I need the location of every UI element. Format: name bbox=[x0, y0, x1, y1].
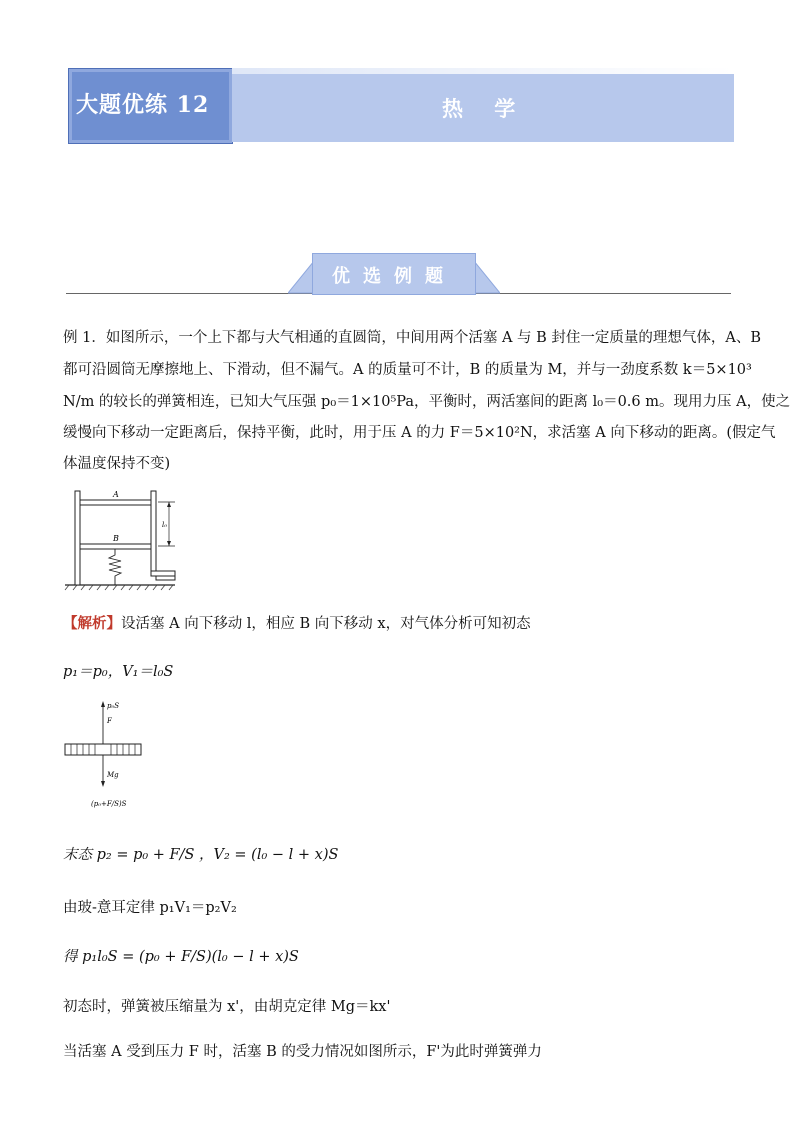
spring-pressed: 当活塞 A 受到压力 F 时，活塞 B 的受力情况如图所示，F'为此时弹簧弹力 bbox=[63, 1044, 542, 1060]
result-equation: 得 p₁l₀S = (p₀ + F/S)(l₀ − l + x)S bbox=[63, 949, 299, 965]
label-b: B bbox=[113, 534, 119, 543]
problem-line-3: N/m 的较长的弹簧相连，已知大气压强 p₀＝1×10⁵Pa，平衡时，两活塞间的距离 l₀＝0.6 m。现用力压 A，使之 bbox=[63, 394, 791, 410]
problem-line-1: 例 1．如图所示，一个上下都与大气相通的直圆筒，中间用两个活塞 A 与 B 封住一定质量的理想气体，A、B bbox=[63, 330, 762, 346]
banner-title: 热 学 bbox=[442, 96, 528, 121]
boyle-law: 由玻-意耳定律 p₁V₁＝p₂V₂ bbox=[63, 900, 237, 916]
problem-line-4: 缓慢向下移动一定距离后，保持平衡，此时，用于压 A 的力 F＝5×10²N，求活塞 A 向下移动的距离。(假定气 bbox=[63, 425, 776, 441]
final-state: 末态 p₂ = p₀ + F/S ，V₂ = (l₀ − l + x)S bbox=[63, 847, 339, 863]
label-l0: l₀ bbox=[162, 521, 168, 529]
force-mg: Mg bbox=[107, 771, 119, 779]
force-p0s: p₀S bbox=[107, 702, 120, 710]
problem-line-2: 都可沿圆筒无摩擦地上、下滑动，但不漏气。A 的质量可不计，B 的质量为 M，并与一劲度系数 k＝5×10³ bbox=[63, 362, 752, 378]
cylinder-figure bbox=[63, 487, 183, 591]
label-a: A bbox=[113, 490, 119, 499]
spring-initial: 初态时，弹簧被压缩量为 x'，由胡克定律 Mg＝kx' bbox=[63, 999, 391, 1015]
solution-intro: 设活塞 A 向下移动 l，相应 B 向下移动 x，对气体分析可知初态 bbox=[121, 616, 531, 632]
section-label: 优选例题 bbox=[332, 266, 456, 287]
force-diagram bbox=[63, 697, 148, 811]
force-f: F bbox=[107, 717, 112, 725]
initial-state: p₁＝p₀，V₁＝l₀S bbox=[63, 664, 174, 680]
solution-tag: 【解析】 bbox=[63, 615, 121, 632]
problem-line-5: 体温度保持不变) bbox=[63, 456, 171, 472]
solution-intro-line bbox=[63, 612, 531, 633]
banner-series-label: 大题优练 12 bbox=[76, 92, 210, 118]
force-pressure: (p₀+F/S)S bbox=[91, 800, 127, 808]
